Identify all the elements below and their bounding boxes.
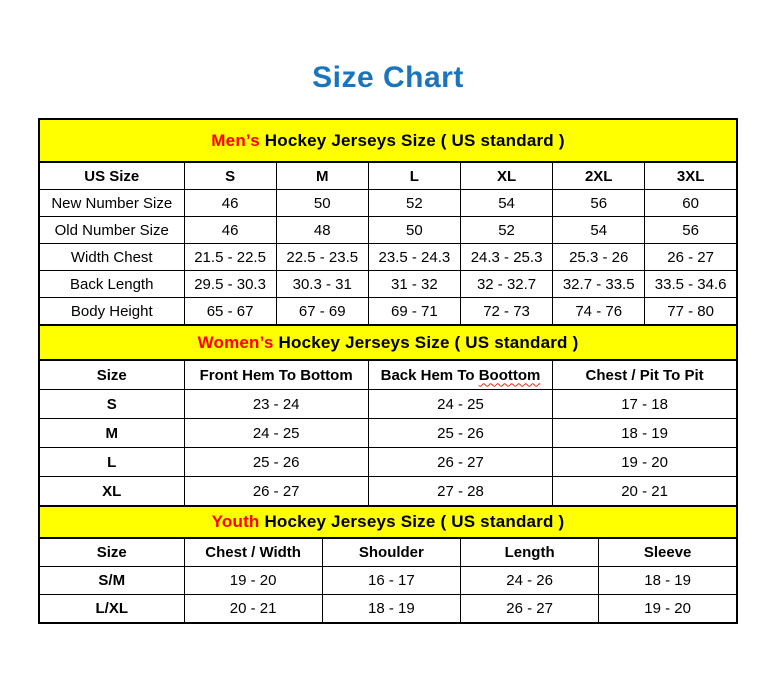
table-cell: 17 - 18 [553,390,737,419]
table-cell: 25 - 26 [184,448,368,477]
banner-highlight: Youth [211,512,260,531]
table-cell: 56 [645,217,737,244]
table-row [39,448,737,477]
table-row [39,419,737,448]
banner-row [39,506,737,538]
size-table-mens [38,118,738,326]
row-label: XL [39,477,184,507]
banner-highlight: Men’s [211,130,260,150]
column-header: Size [39,538,184,567]
row-label: Width Chest [39,244,184,271]
table-cell: 26 - 27 [461,595,599,624]
banner-text: Hockey Jerseys Size ( US standard ) [259,512,565,531]
banner-row [39,325,737,360]
table-cell: 20 - 21 [184,595,322,624]
table-cell: 25 - 26 [368,419,552,448]
table-cell: 24.3 - 25.3 [460,244,552,271]
page-title: Size Chart [312,61,464,94]
column-header: Chest / Width [184,538,322,567]
table-cell: 69 - 71 [368,298,460,326]
table-cell: 24 - 25 [184,419,368,448]
table-cell: 18 - 19 [599,567,737,595]
table-row [39,244,737,271]
table-cell: 46 [184,217,276,244]
table-banner-youth [39,506,737,538]
table-row [39,271,737,298]
table-cell: 21.5 - 22.5 [184,244,276,271]
table-cell: 54 [553,217,645,244]
row-label: Old Number Size [39,217,184,244]
table-cell: 74 - 76 [553,298,645,326]
column-header: Length [461,538,599,567]
size-table-womens [38,324,738,507]
table-cell: 20 - 21 [553,477,737,507]
column-header: S [184,162,276,190]
row-label: L [39,448,184,477]
table-cell: 19 - 20 [553,448,737,477]
table-cell: 50 [368,217,460,244]
table-cell: 50 [276,190,368,217]
table-cell: 23 - 24 [184,390,368,419]
table-row [39,567,737,595]
table-row [39,298,737,326]
misspelled-word: Boottom [478,366,541,384]
size-tables [38,118,738,624]
table-cell: 30.3 - 31 [276,271,368,298]
table-cell: 77 - 80 [645,298,737,326]
column-header: Size [39,360,184,390]
table-cell: 27 - 28 [368,477,552,507]
header-row [39,538,737,567]
table-cell: 56 [553,190,645,217]
table-cell: 22.5 - 23.5 [276,244,368,271]
row-label: Back Length [39,271,184,298]
column-header: US Size [39,162,184,190]
table-cell: 60 [645,190,737,217]
table-row [39,477,737,507]
table-cell: 16 - 17 [322,567,460,595]
table-cell: 52 [368,190,460,217]
table-cell: 48 [276,217,368,244]
row-label: S/M [39,567,184,595]
table-row [39,190,737,217]
row-label: S [39,390,184,419]
table-cell: 26 - 27 [368,448,552,477]
table-cell: 52 [460,217,552,244]
column-header: Sleeve [599,538,737,567]
table-banner-mens [39,119,737,162]
table-row [39,217,737,244]
table-cell: 18 - 19 [322,595,460,624]
table-cell: 33.5 - 34.6 [645,271,737,298]
column-header: M [276,162,368,190]
row-label: M [39,419,184,448]
row-label: Body Height [39,298,184,326]
table-cell: 26 - 27 [184,477,368,507]
table-cell: 32.7 - 33.5 [553,271,645,298]
table-cell: 67 - 69 [276,298,368,326]
banner-highlight: Women’s [197,332,274,352]
banner-text: Hockey Jerseys Size ( US standard ) [259,130,565,150]
table-cell: 46 [184,190,276,217]
column-header: 2XL [553,162,645,190]
table-cell: 31 - 32 [368,271,460,298]
column-header: Front Hem To Bottom [184,360,368,390]
column-header: L [368,162,460,190]
table-cell: 23.5 - 24.3 [368,244,460,271]
column-header: Shoulder [322,538,460,567]
column-header: Chest / Pit To Pit [553,360,737,390]
table-cell: 26 - 27 [645,244,737,271]
banner-row [39,119,737,162]
table-banner-womens [39,325,737,360]
table-cell: 19 - 20 [184,567,322,595]
table-cell: 18 - 19 [553,419,737,448]
table-cell: 24 - 25 [368,390,552,419]
column-header: XL [460,162,552,190]
table-cell: 54 [460,190,552,217]
table-cell: 19 - 20 [599,595,737,624]
size-table-youth [38,505,738,624]
table-cell: 25.3 - 26 [553,244,645,271]
table-cell: 29.5 - 30.3 [184,271,276,298]
row-label: New Number Size [39,190,184,217]
table-cell: 72 - 73 [460,298,552,326]
table-row [39,595,737,624]
column-header: Back Hem To Boottom [368,360,552,390]
row-label: L/XL [39,595,184,624]
column-header: 3XL [645,162,737,190]
header-row [39,360,737,390]
table-cell: 65 - 67 [184,298,276,326]
table-row [39,390,737,419]
header-row [39,162,737,190]
table-cell: 24 - 26 [461,567,599,595]
banner-text: Hockey Jerseys Size ( US standard ) [273,332,579,352]
table-cell: 32 - 32.7 [460,271,552,298]
